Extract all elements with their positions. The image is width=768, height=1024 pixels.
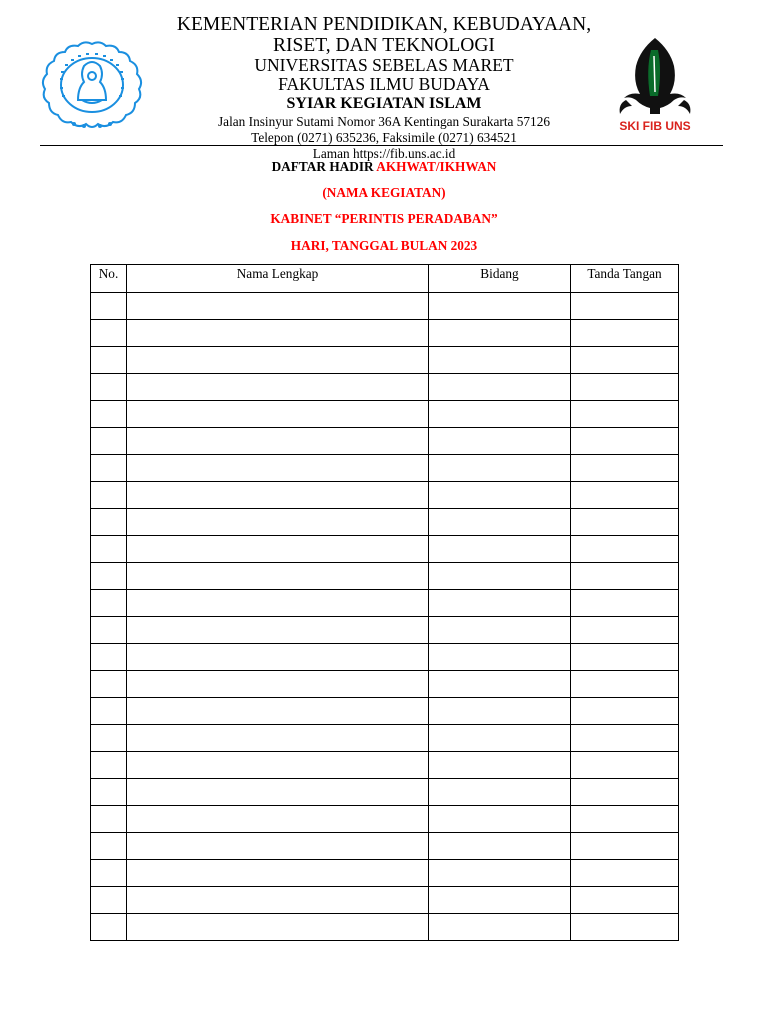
cell-field	[429, 779, 571, 806]
website: Laman https://fib.uns.ac.id	[312, 146, 456, 161]
table-row	[91, 401, 679, 428]
document-title	[0, 159, 768, 175]
table-row	[91, 320, 679, 347]
cell-name	[127, 644, 429, 671]
table-row	[91, 752, 679, 779]
cell-name	[127, 482, 429, 509]
cell-no	[91, 644, 127, 671]
cell-signature	[571, 320, 679, 347]
cell-field	[429, 698, 571, 725]
cabinet-name: KABINET “PERINTIS PERADABAN”	[270, 211, 498, 226]
cell-name	[127, 293, 429, 320]
cell-name	[127, 320, 429, 347]
cell-no	[91, 320, 127, 347]
cell-signature	[571, 401, 679, 428]
cell-name	[127, 590, 429, 617]
table-row	[91, 779, 679, 806]
organization-name: SYIAR KEGIATAN ISLAM	[286, 95, 482, 112]
cell-field	[429, 509, 571, 536]
cell-signature	[571, 914, 679, 941]
cell-name	[127, 779, 429, 806]
cell-field	[429, 455, 571, 482]
cell-no	[91, 563, 127, 590]
cell-field	[429, 590, 571, 617]
column-header-field: Bidang	[429, 265, 571, 293]
table-row	[91, 428, 679, 455]
cell-no	[91, 347, 127, 374]
cell-signature	[571, 617, 679, 644]
table-row	[91, 725, 679, 752]
cell-no	[91, 725, 127, 752]
cell-name	[127, 806, 429, 833]
cell-no	[91, 806, 127, 833]
table-row	[91, 536, 679, 563]
cell-field	[429, 671, 571, 698]
cell-no	[91, 536, 127, 563]
cell-no	[91, 509, 127, 536]
cell-name	[127, 428, 429, 455]
table-row	[91, 914, 679, 941]
cell-name	[127, 536, 429, 563]
table-row	[91, 617, 679, 644]
cell-signature	[571, 590, 679, 617]
cell-name	[127, 347, 429, 374]
event-name: (NAMA KEGIATAN)	[322, 185, 446, 200]
cell-field	[429, 401, 571, 428]
letterhead-divider	[40, 145, 723, 146]
cell-signature	[571, 536, 679, 563]
cell-no	[91, 374, 127, 401]
cell-no	[91, 833, 127, 860]
cell-signature	[571, 455, 679, 482]
cell-signature	[571, 374, 679, 401]
cell-field	[429, 347, 571, 374]
cell-signature	[571, 860, 679, 887]
cell-signature	[571, 293, 679, 320]
cell-no	[91, 617, 127, 644]
table-row	[91, 887, 679, 914]
cell-field	[429, 806, 571, 833]
cell-no	[91, 671, 127, 698]
cell-name	[127, 725, 429, 752]
cell-signature	[571, 671, 679, 698]
cell-field	[429, 536, 571, 563]
letterhead-text	[150, 14, 618, 162]
ski-logo-text: SKI FIB UNS	[619, 119, 691, 133]
table-row	[91, 590, 679, 617]
attendance-table-body	[91, 293, 679, 941]
title-highlight: AKHWAT/IKHWAN	[376, 159, 497, 174]
letterhead	[0, 0, 768, 161]
table-row	[91, 455, 679, 482]
university-name: UNIVERSITAS SEBELAS MARET	[254, 55, 514, 75]
cell-signature	[571, 563, 679, 590]
cell-no	[91, 482, 127, 509]
cell-signature	[571, 347, 679, 374]
cell-no	[91, 860, 127, 887]
table-row	[91, 374, 679, 401]
cell-name	[127, 914, 429, 941]
cell-field	[429, 644, 571, 671]
cell-name	[127, 509, 429, 536]
cell-signature	[571, 752, 679, 779]
phone-fax: Telepon (0271) 635236, Faksimile (0271) 634521	[251, 130, 517, 145]
column-header-name: Nama Lengkap	[127, 265, 429, 293]
ministry-name-line2: RISET, DAN TEKNOLOGI	[273, 35, 495, 56]
table-row	[91, 671, 679, 698]
table-row	[91, 482, 679, 509]
cell-field	[429, 617, 571, 644]
table-row	[91, 860, 679, 887]
table-row	[91, 644, 679, 671]
cell-signature	[571, 644, 679, 671]
cell-name	[127, 617, 429, 644]
cell-field	[429, 914, 571, 941]
ski-fib-uns-logo-icon	[600, 36, 710, 136]
cell-no	[91, 590, 127, 617]
table-row	[91, 293, 679, 320]
uns-logo-icon	[34, 40, 150, 130]
cell-field	[429, 752, 571, 779]
table-row	[91, 833, 679, 860]
ministry-name-line1: KEMENTERIAN PENDIDIKAN, KEBUDAYAAN,	[176, 14, 592, 35]
cell-signature	[571, 482, 679, 509]
title-prefix: DAFTAR HADIR	[271, 159, 377, 174]
table-row	[91, 509, 679, 536]
cell-field	[429, 428, 571, 455]
cell-signature	[571, 725, 679, 752]
column-header-signature: Tanda Tangan	[571, 265, 679, 293]
table-header-row	[91, 265, 679, 293]
cell-signature	[571, 779, 679, 806]
table-row	[91, 347, 679, 374]
cell-name	[127, 860, 429, 887]
cell-no	[91, 752, 127, 779]
address: Jalan Insinyur Sutami Nomor 36A Kentingan Surakarta 57126	[218, 114, 550, 129]
cell-signature	[571, 887, 679, 914]
cell-name	[127, 833, 429, 860]
cell-name	[127, 374, 429, 401]
cell-no	[91, 698, 127, 725]
cell-no	[91, 455, 127, 482]
cell-no	[91, 887, 127, 914]
cell-name	[127, 455, 429, 482]
cell-no	[91, 428, 127, 455]
cell-field	[429, 860, 571, 887]
cell-no	[91, 293, 127, 320]
cell-field	[429, 320, 571, 347]
cell-field	[429, 374, 571, 401]
cell-signature	[571, 806, 679, 833]
faculty-name: FAKULTAS ILMU BUDAYA	[278, 74, 490, 94]
cell-field	[429, 293, 571, 320]
cell-field	[429, 725, 571, 752]
cell-field	[429, 833, 571, 860]
event-date: HARI, TANGGAL BULAN 2023	[290, 238, 478, 253]
cell-signature	[571, 698, 679, 725]
cell-name	[127, 752, 429, 779]
cell-field	[429, 482, 571, 509]
cell-name	[127, 887, 429, 914]
cell-name	[127, 401, 429, 428]
cell-name	[127, 563, 429, 590]
cell-field	[429, 887, 571, 914]
cell-no	[91, 914, 127, 941]
cell-signature	[571, 509, 679, 536]
cell-signature	[571, 428, 679, 455]
cell-name	[127, 698, 429, 725]
column-header-no: No.	[91, 265, 127, 293]
table-row	[91, 563, 679, 590]
attendance-table	[90, 264, 679, 941]
cell-field	[429, 563, 571, 590]
cell-signature	[571, 833, 679, 860]
cell-no	[91, 779, 127, 806]
table-row	[91, 806, 679, 833]
cell-name	[127, 671, 429, 698]
table-row	[91, 698, 679, 725]
cell-no	[91, 401, 127, 428]
